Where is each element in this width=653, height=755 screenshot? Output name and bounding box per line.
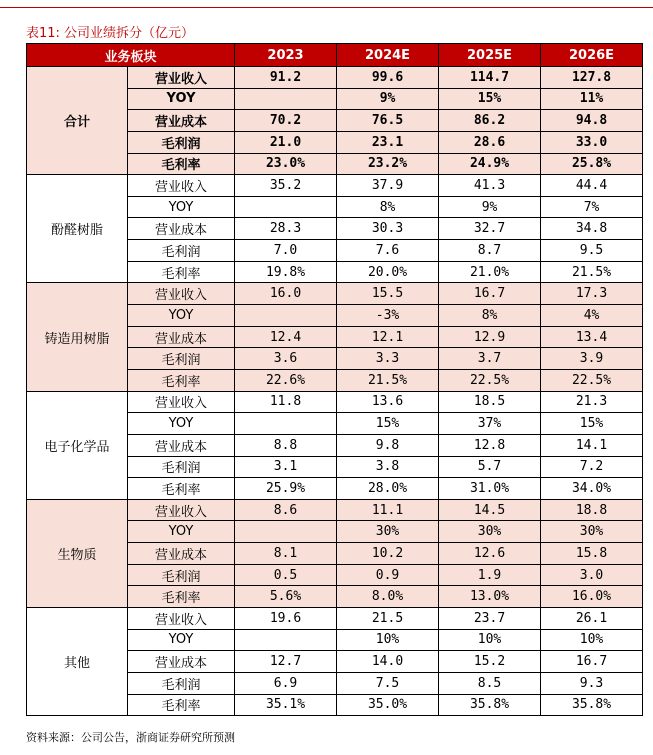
value-cell: 114.7 <box>439 67 541 89</box>
value-cell: 9% <box>439 196 541 218</box>
segment-name: 合计 <box>27 67 128 175</box>
value-cell <box>235 88 337 110</box>
value-cell: 30.3 <box>337 218 439 240</box>
value-cell: 15.5 <box>337 283 439 305</box>
value-cell: 21.0% <box>439 261 541 283</box>
metric-label: 毛利率 <box>128 153 235 175</box>
value-cell: 37% <box>439 413 541 435</box>
table-row <box>27 283 643 305</box>
value-cell: 21.5% <box>337 369 439 391</box>
value-cell: 23.1 <box>337 131 439 153</box>
value-cell: 76.5 <box>337 110 439 132</box>
value-cell: 25.9% <box>235 478 337 500</box>
value-cell: 34.0% <box>541 478 643 500</box>
metric-label: 营业成本 <box>128 434 235 456</box>
header-2025e: 2025E <box>439 44 541 67</box>
segment-name: 生物质 <box>27 499 128 607</box>
value-cell: 8.0% <box>337 586 439 608</box>
value-cell: 35.8% <box>541 694 643 716</box>
metric-label: 营业成本 <box>128 543 235 565</box>
value-cell: 8.7 <box>439 240 541 262</box>
value-cell: 13.4 <box>541 326 643 348</box>
value-cell: 12.6 <box>439 543 541 565</box>
value-cell: 28.0% <box>337 478 439 500</box>
value-cell: 91.2 <box>235 67 337 89</box>
value-cell: 19.8% <box>235 261 337 283</box>
value-cell: 7% <box>541 196 643 218</box>
table-body <box>27 67 643 716</box>
value-cell: 16.7 <box>541 651 643 673</box>
value-cell: 12.7 <box>235 651 337 673</box>
value-cell: 14.5 <box>439 499 541 521</box>
metric-label: 营业成本 <box>128 218 235 240</box>
segment-name: 其他 <box>27 608 128 716</box>
value-cell: 10% <box>439 629 541 651</box>
value-cell: 3.0 <box>541 564 643 586</box>
value-cell: 21.5% <box>541 261 643 283</box>
metric-label: 毛利率 <box>128 694 235 716</box>
header-segment: 业务板块 <box>27 44 235 67</box>
value-cell: 11.8 <box>235 391 337 413</box>
value-cell: 10% <box>337 629 439 651</box>
value-cell: 5.7 <box>439 456 541 478</box>
value-cell <box>235 413 337 435</box>
value-cell: 12.4 <box>235 326 337 348</box>
value-cell: 23.0% <box>235 153 337 175</box>
value-cell: 127.8 <box>541 67 643 89</box>
value-cell: 15% <box>337 413 439 435</box>
value-cell: 8% <box>439 305 541 327</box>
segment-name: 酚醛树脂 <box>27 175 128 283</box>
value-cell: 35.1% <box>235 694 337 716</box>
segment-name: 铸造用树脂 <box>27 283 128 391</box>
value-cell: 14.0 <box>337 651 439 673</box>
value-cell: 30% <box>541 521 643 543</box>
metric-label: 毛利率 <box>128 478 235 500</box>
metric-label: 营业收入 <box>128 608 235 630</box>
value-cell: 94.8 <box>541 110 643 132</box>
value-cell: 8.8 <box>235 434 337 456</box>
metric-label: 营业收入 <box>128 499 235 521</box>
earnings-breakdown-table <box>26 43 643 716</box>
metric-label: 营业成本 <box>128 110 235 132</box>
value-cell: 10.2 <box>337 543 439 565</box>
metric-label: 营业收入 <box>128 391 235 413</box>
value-cell: 3.7 <box>439 348 541 370</box>
metric-label: YOY <box>128 413 235 435</box>
segment-name: 电子化学品 <box>27 391 128 499</box>
value-cell: 70.2 <box>235 110 337 132</box>
value-cell: 44.4 <box>541 175 643 197</box>
value-cell: 21.5 <box>337 608 439 630</box>
value-cell: 35.8% <box>439 694 541 716</box>
value-cell: 23.2% <box>337 153 439 175</box>
value-cell: 9% <box>337 88 439 110</box>
value-cell: 15% <box>439 88 541 110</box>
metric-label: 毛利润 <box>128 131 235 153</box>
value-cell: 4% <box>541 305 643 327</box>
value-cell: 7.5 <box>337 672 439 694</box>
value-cell: 12.1 <box>337 326 439 348</box>
metric-label: 毛利润 <box>128 348 235 370</box>
value-cell: 3.3 <box>337 348 439 370</box>
value-cell: 16.0 <box>235 283 337 305</box>
value-cell: 7.0 <box>235 240 337 262</box>
value-cell: 13.6 <box>337 391 439 413</box>
value-cell: 3.9 <box>541 348 643 370</box>
value-cell: 32.7 <box>439 218 541 240</box>
value-cell: 12.9 <box>439 326 541 348</box>
header-2023: 2023 <box>235 44 337 67</box>
metric-label: YOY <box>128 88 235 110</box>
value-cell: 16.7 <box>439 283 541 305</box>
value-cell: 11.1 <box>337 499 439 521</box>
header-2024e: 2024E <box>337 44 439 67</box>
metric-label: 营业收入 <box>128 175 235 197</box>
table-header-row <box>27 44 643 67</box>
value-cell: 30% <box>337 521 439 543</box>
value-cell: 28.3 <box>235 218 337 240</box>
value-cell: 21.0 <box>235 131 337 153</box>
metric-label: 营业收入 <box>128 67 235 89</box>
value-cell: 37.9 <box>337 175 439 197</box>
table-row <box>27 175 643 197</box>
value-cell: 12.8 <box>439 434 541 456</box>
metric-label: 毛利润 <box>128 564 235 586</box>
value-cell: 0.5 <box>235 564 337 586</box>
value-cell: 14.1 <box>541 434 643 456</box>
metric-label: YOY <box>128 629 235 651</box>
value-cell: 6.9 <box>235 672 337 694</box>
value-cell: 8.6 <box>235 499 337 521</box>
metric-label: YOY <box>128 305 235 327</box>
value-cell: 15.2 <box>439 651 541 673</box>
value-cell: 5.6% <box>235 586 337 608</box>
value-cell: 7.2 <box>541 456 643 478</box>
table-row <box>27 67 643 89</box>
value-cell: 8.1 <box>235 543 337 565</box>
value-cell: 35.2 <box>235 175 337 197</box>
value-cell: -3% <box>337 305 439 327</box>
value-cell: 3.6 <box>235 348 337 370</box>
metric-label: 毛利润 <box>128 456 235 478</box>
metric-label: 毛利率 <box>128 369 235 391</box>
value-cell: 9.8 <box>337 434 439 456</box>
value-cell: 8.5 <box>439 672 541 694</box>
value-cell: 24.9% <box>439 153 541 175</box>
value-cell: 23.7 <box>439 608 541 630</box>
value-cell: 33.0 <box>541 131 643 153</box>
value-cell: 11% <box>541 88 643 110</box>
value-cell: 0.9 <box>337 564 439 586</box>
value-cell: 18.5 <box>439 391 541 413</box>
value-cell: 1.9 <box>439 564 541 586</box>
value-cell: 7.6 <box>337 240 439 262</box>
value-cell: 22.5% <box>541 369 643 391</box>
value-cell: 10% <box>541 629 643 651</box>
value-cell: 30% <box>439 521 541 543</box>
value-cell: 22.5% <box>439 369 541 391</box>
metric-label: 营业成本 <box>128 326 235 348</box>
source-note: 资料来源：公司公告，浙商证券研究所预测 <box>26 731 235 744</box>
value-cell: 41.3 <box>439 175 541 197</box>
value-cell: 26.1 <box>541 608 643 630</box>
value-cell: 99.6 <box>337 67 439 89</box>
metric-label: 营业收入 <box>128 283 235 305</box>
value-cell: 8% <box>337 196 439 218</box>
value-cell: 35.0% <box>337 694 439 716</box>
metric-label: YOY <box>128 521 235 543</box>
value-cell <box>235 629 337 651</box>
value-cell: 22.6% <box>235 369 337 391</box>
value-cell: 16.0% <box>541 586 643 608</box>
value-cell: 9.3 <box>541 672 643 694</box>
value-cell: 9.5 <box>541 240 643 262</box>
value-cell: 21.3 <box>541 391 643 413</box>
value-cell <box>235 521 337 543</box>
value-cell: 19.6 <box>235 608 337 630</box>
table-row <box>27 499 643 521</box>
metric-label: 营业成本 <box>128 651 235 673</box>
top-rule <box>0 7 653 8</box>
value-cell <box>235 196 337 218</box>
metric-label: YOY <box>128 196 235 218</box>
value-cell: 31.0% <box>439 478 541 500</box>
value-cell: 13.0% <box>439 586 541 608</box>
value-cell: 28.6 <box>439 131 541 153</box>
metric-label: 毛利率 <box>128 261 235 283</box>
value-cell: 20.0% <box>337 261 439 283</box>
table-row <box>27 391 643 413</box>
metric-label: 毛利润 <box>128 240 235 262</box>
header-2026e: 2026E <box>541 44 643 67</box>
value-cell: 3.8 <box>337 456 439 478</box>
value-cell: 18.8 <box>541 499 643 521</box>
table-title: 表11: 公司业绩拆分（亿元） <box>26 26 195 41</box>
table-row <box>27 608 643 630</box>
metric-label: 毛利润 <box>128 672 235 694</box>
value-cell: 25.8% <box>541 153 643 175</box>
value-cell: 34.8 <box>541 218 643 240</box>
value-cell <box>235 305 337 327</box>
metric-label: 毛利率 <box>128 586 235 608</box>
value-cell: 3.1 <box>235 456 337 478</box>
value-cell: 15% <box>541 413 643 435</box>
value-cell: 15.8 <box>541 543 643 565</box>
value-cell: 17.3 <box>541 283 643 305</box>
value-cell: 86.2 <box>439 110 541 132</box>
